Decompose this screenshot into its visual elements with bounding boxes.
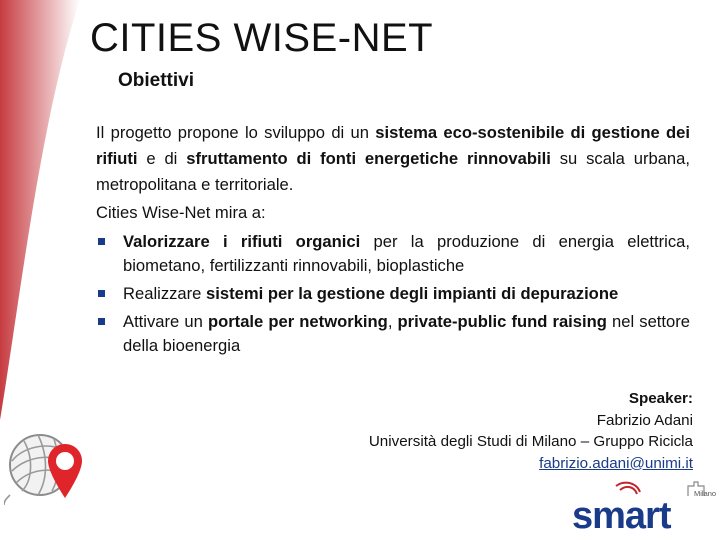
- speaker-info: [369, 388, 693, 474]
- aim-1-bold: Valorizzare i rifiuti organici: [123, 232, 361, 251]
- aim-1-text: per la produzione di energia elettrica, biometano, fertilizzanti rinnovabili, bioplastiche: [123, 232, 691, 275]
- aims-intro: Cities Wise-Net mira a:: [96, 203, 266, 222]
- smart-milano-logo: [570, 476, 720, 540]
- intro-bold-2: sfruttamento di fonti energetiche rinnovabili: [186, 149, 551, 168]
- intro-text-2: e di: [137, 149, 187, 168]
- aim-3-bold-1: portale per networking: [207, 312, 388, 331]
- aim-3-text-2: ,: [387, 312, 398, 331]
- aims-list: [96, 230, 690, 358]
- aim-item: [96, 230, 690, 278]
- slide-title: CITIES WISE-NET: [90, 16, 434, 60]
- square-bullet-icon: [98, 318, 105, 325]
- speaker-name: Fabrizio Adani: [596, 411, 693, 429]
- speaker-affiliation: Università degli Studi di Milano – Gruppo Ricicla: [368, 433, 693, 450]
- speaker-email-link[interactable]: fabrizio.adani@unimi.it: [539, 454, 693, 472]
- intro-text-3: su scala urbana, metropolitana e territoriale.: [96, 149, 690, 194]
- intro-paragraph: [96, 120, 690, 198]
- aim-item: [96, 310, 690, 358]
- slide-body: [96, 120, 690, 358]
- aim-item: [96, 282, 690, 306]
- square-bullet-icon: [98, 290, 105, 297]
- square-bullet-icon: [98, 238, 105, 245]
- intro-bold-1: sistema eco-sostenibile di gestione dei rifiuti: [96, 123, 690, 168]
- slide-subtitle: Obiettivi: [118, 70, 195, 91]
- intro-text-1: Il progetto propone lo sviluppo di un: [96, 123, 376, 142]
- logo-city-text: Milano: [694, 489, 717, 498]
- aim-2-bold: sistemi per la gestione degli impianti di depurazione: [206, 284, 619, 303]
- aim-3-bold-2: private-public fund raising: [397, 312, 607, 331]
- aim-3-text-3: nel settore della bioenergia: [123, 312, 690, 355]
- speaker-label: Speaker:: [628, 390, 693, 407]
- aim-3-text-1: Attivare un: [123, 312, 208, 331]
- logo-text: smart: [572, 495, 671, 537]
- aim-2-text: Realizzare: [123, 284, 207, 303]
- map-pin-icon: [46, 442, 84, 500]
